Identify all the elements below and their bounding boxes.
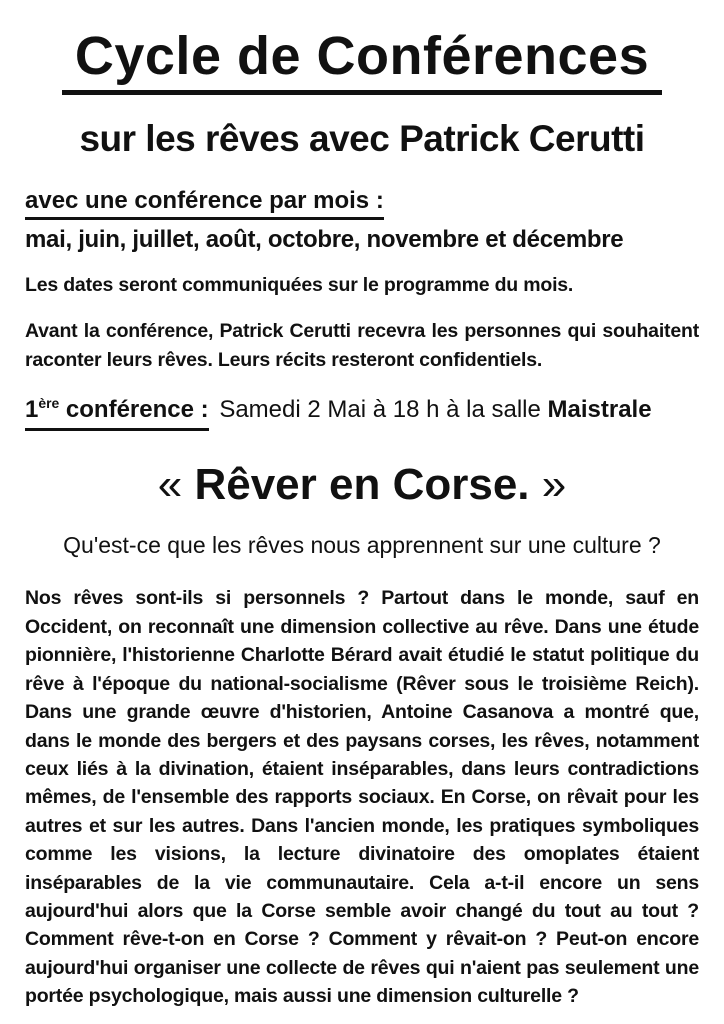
reception-note: Avant la conférence, Patrick Cerutti recevra les personnes qui souhaitent raconter leurs rêves. Leurs récits resteront confidentiels. [25,320,699,372]
first-conference-label [25,396,209,431]
first-conference-venue: Maistrale [547,396,652,424]
page-title: Cycle de Conférences [74,26,650,86]
schedule-heading [25,187,699,220]
first-conference-datetime: Samedi 2 Mai à 18 h à la salle [219,396,541,424]
page-subtitle: sur les rêves avec Patrick Cerutti [79,118,645,160]
closing-guillemet: » [541,460,567,510]
lecture-title-text: Rêver en Corse. [194,460,530,510]
conference-ordinal-suffix: ère [38,395,60,412]
first-conference-line [25,396,699,431]
title-underline-rule [62,90,662,95]
schedule-heading-text: avec une conférence par mois : [25,187,384,220]
schedule-months: mai, juin, juillet, août, octobre, novembre et décembre [25,226,624,254]
lecture-question: Qu'est-ce que les rêves nous apprennent sur une culture ? [63,532,661,559]
lecture-abstract: Nos rêves sont-ils si personnels ? Partout dans le monde, sauf en Occident, on reconnaît une dimension collective au rêve. Dans une étude pionnière, l'historienne Charlotte Bérard avait étudié le statut politique du rêve à l'époque du national-socialisme (Rêver sous le troisième Reich). Dans une grande œuvre d'historien, Antoine Casanova a montré que, dans le monde des bergers et des paysans corses, les rêves, notamment ceux liés à la divination, étaient inséparables, dans leurs contradictions mêmes, de l'ensemble des rapports sociaux. En Corse, on rêvait pour les autres et sur les autres. Dans l'ancien monde, les pratiques symboliques comme les visions, la lecture divinatoire des omoplates étaient inséparables de la vie communautaire. Cela a-t-il encore un sens aujourd'hui alors que la Corse semble avoir changé du tout au tout ? Comment rêve-t-on en Corse ? Comment y rêvait-on ? Peut-on encore aujourd'hui organiser une collecte de rêves qui n'aient pas seulement une portée psychologique, mais aussi une dimension culturelle ? [25,587,699,1008]
lecture-title [25,460,699,510]
dates-note: Les dates seront communiquées sur le programme du mois. [25,274,574,297]
conference-word: conférence : [65,396,209,424]
conference-number: 1 [25,396,39,424]
opening-guillemet: « [157,460,183,510]
